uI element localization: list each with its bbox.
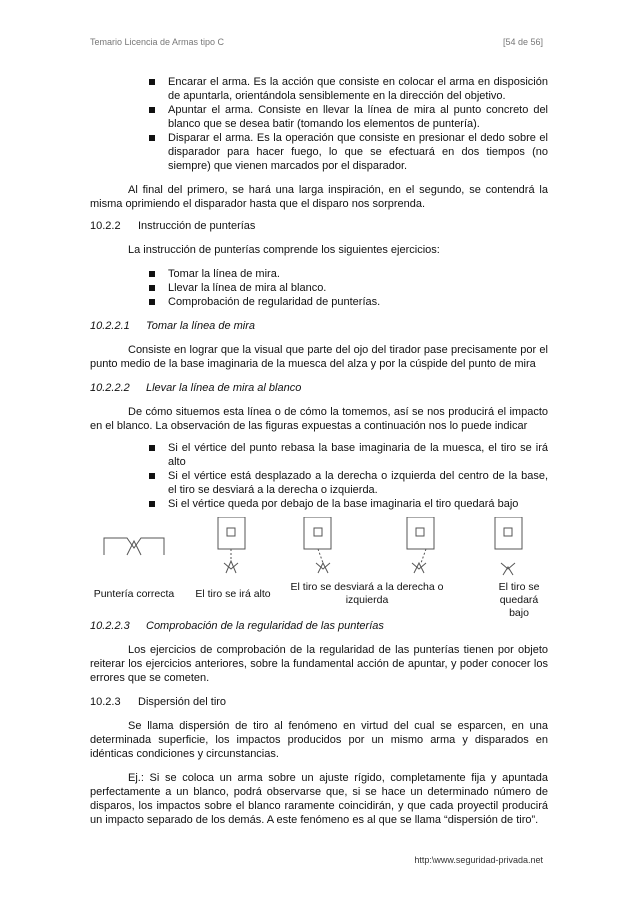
square-bullet-icon — [149, 299, 155, 305]
list-item: Llevar la línea de mira al blanco. — [90, 281, 548, 295]
square-bullet-icon — [149, 445, 155, 451]
section-heading: 10.2.3 Dispersión del tiro — [90, 696, 227, 708]
page-counter: [54 de 56] — [502, 37, 543, 47]
sight-alignment-figures — [90, 517, 548, 619]
list-item: Si el vértice del punto rebasa la base imaginaria de la muesca, el tiro se irá alto — [90, 441, 548, 469]
exercises-list — [90, 267, 548, 309]
list-item: Si el vértice queda por debajo de la base imaginaria el tiro quedará bajo — [90, 497, 548, 511]
caption-high: El tiro se irá alto — [195, 588, 271, 600]
square-bullet-icon — [149, 271, 155, 277]
low-shot-diagram — [495, 517, 522, 575]
list-item: Disparar el arma. Es la operación que consiste en presionar el dedo sobre el disparador para hacer fuego, lo que se efectuará en dos tiempos (no siempre) que vienen marcados por el disparador. — [90, 131, 548, 173]
square-bullet-icon — [149, 473, 155, 479]
footer-url: http:\www.seguridad-privada.net — [414, 855, 543, 865]
paragraph: Se llama dispersión de tiro al fenómeno en virtud del cual se esparcen, en una determinada superficie, los impactos producidos por un mismo arma y disparados en idénticas condiciones y circunstancias. — [90, 720, 548, 760]
paragraph: Al final del primero, se hará una larga inspiración, en el segundo, se contendrá la misma oprimiendo el disparador hasta que el disparo nos sorprenda. — [90, 184, 548, 210]
list-item: Encarar el arma. Es la acción que consiste en colocar el arma en disposición de apuntarla, orientándola sensiblemente en la dirección del objetivo. — [90, 75, 548, 103]
steps-list — [90, 75, 548, 173]
caption-side: El tiro se desviará a la derecha o izquierda — [290, 581, 444, 606]
subsection-heading: 10.2.2.2 Llevar la línea de mira al blanco — [90, 382, 302, 394]
paragraph: Consiste en lograr que la visual que parte del ojo del tirador pase precisamente por el punto medio de la base imaginaria de la muesca del alza y por la cúspide del punto de mira — [90, 344, 548, 370]
correct-aim-diagram — [104, 538, 164, 555]
running-header-title: Temario Licencia de Armas tipo C — [90, 37, 225, 47]
side-shot-diagram-2 — [407, 517, 434, 573]
subsection-heading: 10.2.2.1 Tomar la línea de mira — [90, 320, 256, 332]
square-bullet-icon — [149, 107, 155, 113]
high-shot-diagram — [218, 517, 245, 573]
paragraph: Los ejercicios de comprobación de la regularidad de las punterías tienen por objeto reiterar los ejercicios anteriores, sobre la fundamental acción de apuntar, y poder conocer los errores que se cometen. — [90, 644, 548, 684]
list-item: Si el vértice está desplazado a la derecha o izquierda del centro de la base, el tiro se desviará a la derecha o izquierda. — [90, 469, 548, 497]
square-bullet-icon — [149, 501, 155, 507]
list-item: Comprobación de regularidad de punterías. — [90, 295, 548, 309]
caption-correct: Puntería correcta — [93, 588, 175, 600]
section-heading: 10.2.2 Instrucción de punterías — [90, 220, 256, 232]
paragraph: Ej.: Si se coloca un arma sobre un ajuste rígido, completamente fija y apuntada perfectamente a un blanco, podrá observarse que, si se hace un determinado número de disparos, los impactos sobre el blanco raramente coincidirán, y que cada proyectil producirá un impacto separado de los demás. A este fenómeno es al que se llama “dispersión de tiro”. — [90, 772, 548, 826]
subsection-heading: 10.2.2.3 Comprobación de la regularidad de las punterías — [90, 620, 384, 632]
page-body — [90, 75, 548, 827]
list-item: Apuntar el arma. Consiste en llevar la línea de mira al punto concreto del blanco que se desea batir (tomando los elementos de puntería). — [90, 103, 548, 131]
list-item: Tomar la línea de mira. — [90, 267, 548, 281]
sight-diagrams — [90, 517, 548, 585]
caption-low: El tiro se quedará bajo — [498, 581, 540, 619]
paragraph: La instrucción de punterías comprende los siguientes ejercicios: — [128, 244, 440, 256]
square-bullet-icon — [149, 285, 155, 291]
aim-errors-list — [90, 441, 548, 511]
square-bullet-icon — [149, 79, 155, 85]
paragraph: De cómo situemos esta línea o de cómo la tomemos, así se nos producirá el impacto en el blanco. La observación de las figuras expuestas a continuación nos lo puede indicar — [90, 406, 548, 432]
square-bullet-icon — [149, 135, 155, 141]
side-shot-diagram — [304, 517, 331, 573]
